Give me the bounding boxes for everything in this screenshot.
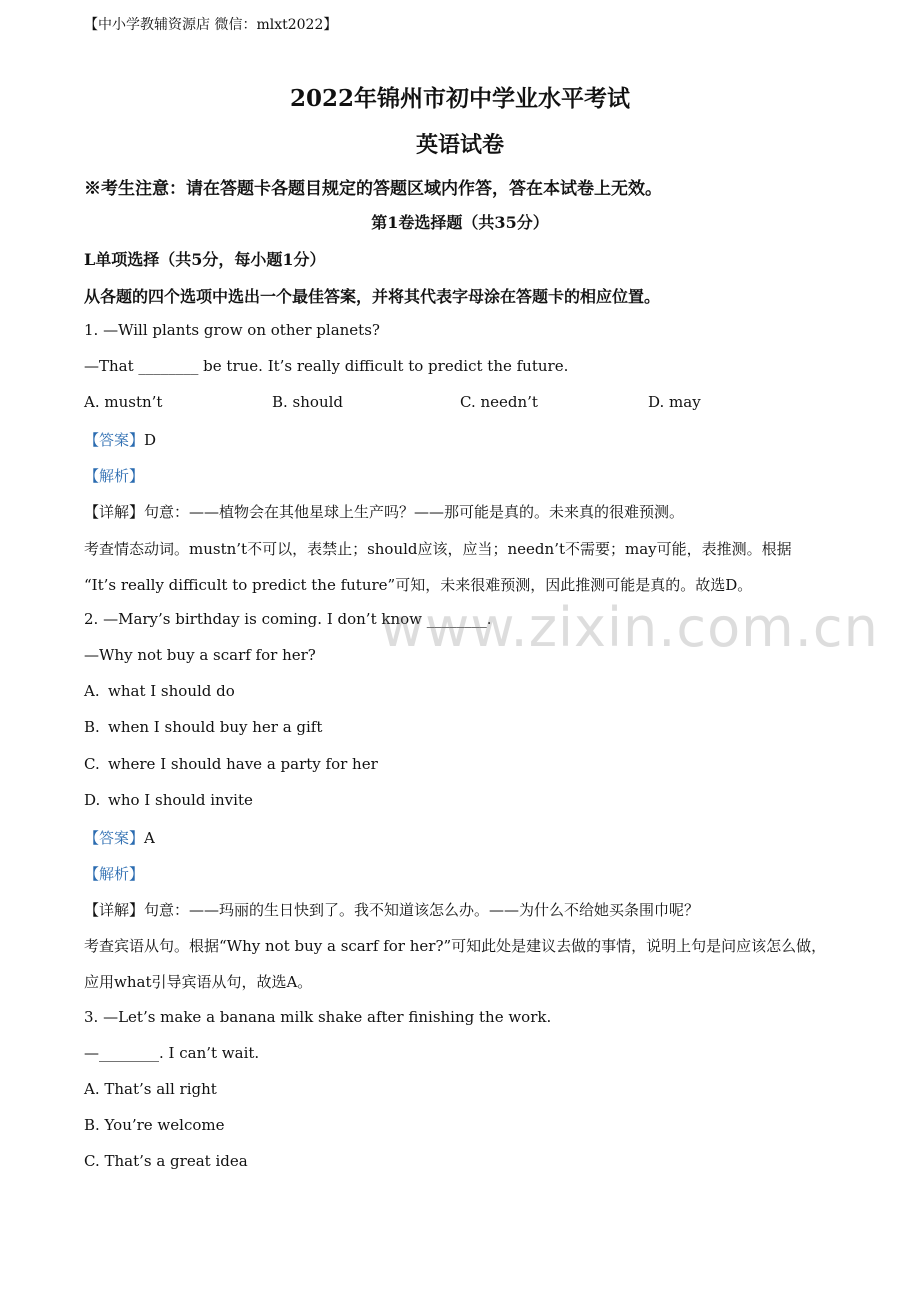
q2-option-d xyxy=(84,791,253,809)
q3-option-b: B. You’re welcome xyxy=(84,1116,225,1134)
q2-option-a-text: what I should do xyxy=(108,682,235,700)
q2-line2: —Why not buy a scarf for her? xyxy=(84,646,316,664)
q2-option-a-letter: A. xyxy=(84,682,100,700)
q2-option-c xyxy=(84,755,378,773)
q2-detail-text: 句意：——玛丽的生日快到了。我不知道该怎么办。——为什么不给她买条围巾呢？ xyxy=(144,901,700,919)
q2-option-d-letter: D. xyxy=(84,791,101,809)
header-note: 【中小学教辅资源店 微信：mlxt2022】 xyxy=(84,17,338,33)
section-instruction: 从各题的四个选项中选出一个最佳答案，并将其代表字母涂在答题卡的相应位置。 xyxy=(84,287,661,306)
q2-stem: 2. —Mary’s birthday is coming. I don’t know ________. xyxy=(84,610,492,628)
exam-notice: ※考生注意：请在答题卡各题目规定的答题区域内作答，答在本试卷上无效。 xyxy=(84,179,662,199)
q2-option-b-letter: B. xyxy=(84,718,100,736)
q3-option-c: C. That’s a great idea xyxy=(84,1152,248,1170)
q2-detail xyxy=(84,899,699,920)
q2-analysis-tag: 【解析】 xyxy=(84,865,145,883)
detail-tag: 【详解】 xyxy=(84,503,145,521)
answer-tag: 【答案】 xyxy=(84,829,145,847)
part-title: 第1卷选择题（共35分） xyxy=(371,213,549,232)
q2-explanation-1: 考查宾语从句。根据“Why not buy a scarf for her?”可知此处是建议去做的事情，说明上句是问应该怎么做， xyxy=(84,937,827,955)
watermark: www.zixin.com.cn xyxy=(380,596,879,659)
q2-option-d-text: who I should invite xyxy=(108,791,253,809)
q2-explanation-2: 应用what引导宾语从句，故选A。 xyxy=(84,973,313,991)
q2-option-b xyxy=(84,718,322,736)
q3-stem: 3. —Let’s make a banana milk shake after finishing the work. xyxy=(84,1008,552,1026)
q3-option-a: A. That’s all right xyxy=(84,1080,217,1098)
q1-answer xyxy=(84,429,156,450)
q1-option-d: D. may xyxy=(648,393,701,411)
q1-detail-text: 句意：——植物会在其他星球上生产吗？——那可能是真的。未来真的很难预测。 xyxy=(144,503,685,521)
q2-option-c-letter: C. xyxy=(84,755,100,773)
q2-option-c-text: where I should have a party for her xyxy=(108,755,378,773)
q2-answer xyxy=(84,827,155,848)
q2-option-a xyxy=(84,682,235,700)
detail-tag: 【详解】 xyxy=(84,901,145,919)
q1-option-c: C. needn’t xyxy=(460,393,538,411)
q2-option-b-text: when I should buy her a gift xyxy=(108,718,323,736)
exam-subtitle: 英语试卷 xyxy=(415,132,504,158)
q1-analysis-tag: 【解析】 xyxy=(84,467,145,485)
q1-option-b: B. should xyxy=(272,393,344,411)
q1-explanation-2: “It’s really difficult to predict the future”可知，未来很难预测，因此推测可能是真的。故选D。 xyxy=(84,576,753,594)
q1-explanation-1: 考查情态动词。mustn’t不可以，表禁止；should应该，应当；needn’t不需要；may可能，表推测。根据 xyxy=(84,540,792,558)
q1-detail xyxy=(84,501,684,522)
section-title: L单项选择（共5分，每小题1分） xyxy=(84,250,326,269)
exam-title: 2022年锦州市初中学业水平考试 xyxy=(289,85,630,112)
q3-line2: —________. I can’t wait. xyxy=(84,1044,260,1062)
q1-line2: —That ________ be true. It’s really difficult to predict the future. xyxy=(84,357,569,375)
q1-answer-value: D xyxy=(144,431,157,449)
q1-stem: 1. —Will plants grow on other planets? xyxy=(84,321,380,339)
q2-answer-value: A xyxy=(144,829,155,847)
q1-option-a: A. mustn’t xyxy=(84,393,163,411)
answer-tag: 【答案】 xyxy=(84,431,145,449)
